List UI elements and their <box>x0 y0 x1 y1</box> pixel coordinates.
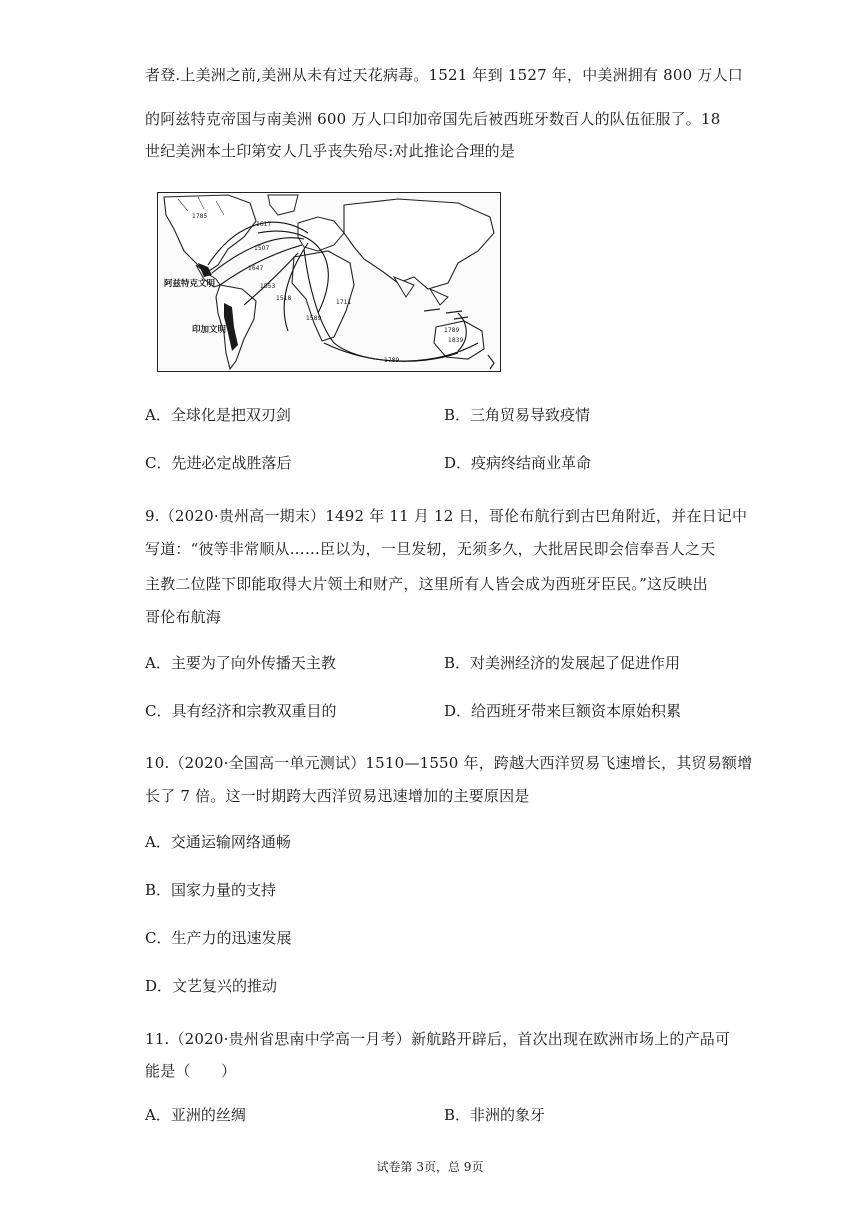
q8-text-line-2: 的阿兹特克帝国与南美洲 600 万人口印加帝国先后被西班牙数百人的队伍征服了。18 <box>145 110 721 128</box>
q9-option-b: B．对美洲经济的发展起了促进作用 <box>444 654 681 672</box>
map-year-label: 1647 <box>248 265 264 272</box>
q8-option-a: A．全球化是把双刃剑 <box>145 406 291 424</box>
inca-label: 印加文明 <box>192 325 227 335</box>
aztec-label: 阿兹特克文明 <box>164 279 216 289</box>
q9-text-line-2: 写道：“彼等非常顺从……臣以为，一旦发轫，无须多久，大批居民即会信奉吾人之天 <box>145 540 716 558</box>
map-year-label: 1711 <box>336 299 352 306</box>
q10-text-line-1: 10.（2020·全国高一单元测试）1510—1550 年，跨越大西洋贸易飞速增长，其贸易额增 <box>145 754 753 772</box>
map-year-label: 1789 <box>384 357 400 364</box>
q9-text-line-1: 9.（2020·贵州高一期末）1492 年 11 月 12 日，哥伦布航行到古巴角附近，并在日记中 <box>145 507 748 525</box>
q10-option-c: C．生产力的迅速发展 <box>145 929 292 947</box>
map-year-label: 1589 <box>306 315 322 322</box>
q8-option-b: B．三角贸易导致疫情 <box>444 406 591 424</box>
map-year-label: 1785 <box>192 213 208 220</box>
q10-option-d: D．文艺复兴的推动 <box>145 977 278 995</box>
q11-option-b: B．非洲的象牙 <box>444 1106 546 1124</box>
map-year-label: 1617 <box>256 221 272 228</box>
q11-text-line-1: 11.（2020·贵州省思南中学高一月考）新航路开辟后，首次出现在欧洲市场上的产品可 <box>145 1030 731 1048</box>
page-footer: 试卷第 3页，总 9页 <box>376 1160 484 1174</box>
q9-option-a: A．主要为了向外传播天主教 <box>145 654 336 672</box>
world-map-figure <box>157 192 501 372</box>
q9-option-d: D．给西班牙带来巨额资本原始积累 <box>444 702 682 720</box>
q8-option-c: C．先进必定战胜落后 <box>145 454 292 472</box>
map-year-label: 1553 <box>260 283 276 290</box>
q9-text-line-3: 主教二位陛下即能取得大片领土和财产，这里所有人皆会成为西班牙臣民。”这反映出 <box>145 575 708 593</box>
q8-text-line-3: 世纪美洲本土印第安人几乎丧失殆尽:对此推论合理的是 <box>145 142 516 160</box>
q9-text-line-4: 哥伦布航海 <box>145 608 222 626</box>
map-year-label: 1518 <box>276 295 292 302</box>
q10-option-b: B．国家力量的支持 <box>145 881 277 899</box>
map-year-label: 1789 <box>444 327 460 334</box>
q11-option-a: A．亚洲的丝绸 <box>145 1106 246 1124</box>
map-year-label: 1507 <box>254 245 270 252</box>
q10-option-a: A．交通运输网络通畅 <box>145 833 291 851</box>
q8-option-d: D．疫病终结商业革命 <box>444 454 592 472</box>
q8-text-line-1: 者登.上美洲之前,美洲从未有过天花病毒。1521 年到 1527 年，中美洲拥有 800 万人口 <box>145 66 743 84</box>
map-year-label: 1839 <box>448 337 464 344</box>
q10-text-line-2: 长了 7 倍。这一时期跨大西洋贸易迅速增加的主要原因是 <box>145 787 530 805</box>
q9-option-c: C．具有经济和宗教双重目的 <box>145 702 337 720</box>
q11-text-line-2: 能是（ ） <box>145 1062 237 1080</box>
